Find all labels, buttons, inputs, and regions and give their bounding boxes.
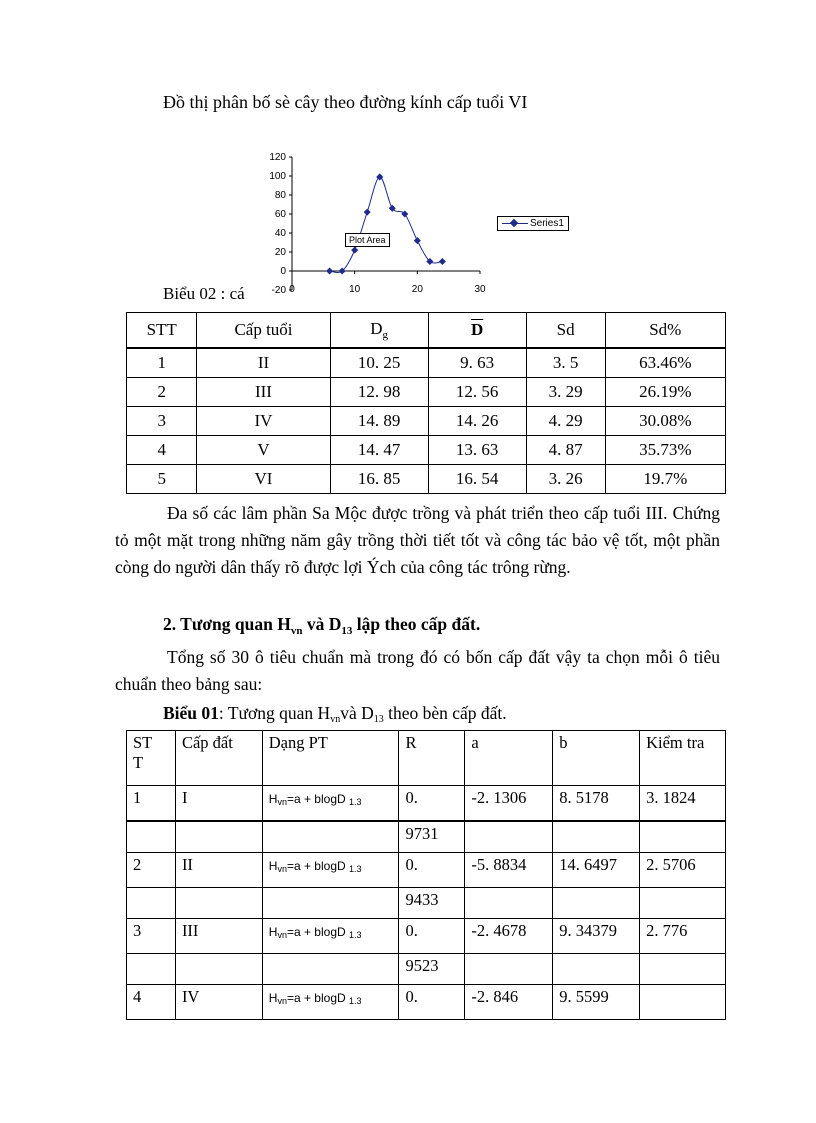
table-cell: V bbox=[197, 436, 330, 465]
formula-cell: Hvn=a + blogD 1.3 bbox=[262, 919, 399, 954]
y-tick-label: 60 bbox=[274, 209, 286, 220]
table-cell: VI bbox=[197, 465, 330, 494]
table-cell bbox=[640, 888, 726, 919]
table-cell: 3. 5 bbox=[526, 348, 605, 378]
table-cell bbox=[465, 821, 553, 853]
table-cell: 9523 bbox=[399, 954, 465, 985]
table-cell: 12. 98 bbox=[330, 378, 428, 407]
table-row bbox=[127, 378, 726, 407]
paragraph-1-text: Đa số các lâm phần Sa Mộc được trồng và phát triển theo cấp tuổi III. Chứng tỏ một mặt trong những năm gây trồng thời tiết tốt và công tác bảo vệ tốt, một phần còng do người dân thấy rõ được lợi Ých của công tác trông rừng. bbox=[115, 503, 720, 577]
legend-label: Series1 bbox=[530, 218, 564, 229]
table-cell: 16. 54 bbox=[428, 465, 526, 494]
dg-label: D bbox=[370, 319, 383, 338]
table-cell: 14. 89 bbox=[330, 407, 428, 436]
table-row-continued bbox=[127, 888, 726, 919]
table-cell: 9. 63 bbox=[428, 348, 526, 378]
table-cell: 3. 1824 bbox=[640, 786, 726, 822]
table-row bbox=[127, 407, 726, 436]
table-cell: 9. 34379 bbox=[553, 919, 640, 954]
table-row-continued bbox=[127, 954, 726, 985]
series-line bbox=[330, 177, 443, 273]
table-header-row bbox=[127, 731, 726, 786]
table-cell: III bbox=[175, 919, 262, 954]
table-cell: IV bbox=[175, 985, 262, 1020]
y-tick-label: 20 bbox=[274, 247, 286, 258]
x-tick-label: 0 bbox=[289, 284, 295, 295]
table-header-row bbox=[127, 313, 726, 349]
table-cell: 3. 26 bbox=[526, 465, 605, 494]
table-cell bbox=[175, 954, 262, 985]
table-cell: 4. 87 bbox=[526, 436, 605, 465]
y-tick-label: 120 bbox=[269, 152, 286, 163]
table-cell bbox=[640, 985, 726, 1020]
table-cell bbox=[262, 954, 399, 985]
table-cell: 35.73% bbox=[605, 436, 725, 465]
table-cell: I bbox=[175, 786, 262, 822]
table-cell: IV bbox=[197, 407, 330, 436]
formula-cell: Hvn=a + blogD 1.3 bbox=[262, 786, 399, 822]
header-cap-dat: Cấp đất bbox=[175, 731, 262, 786]
table-cell: 0. bbox=[399, 919, 465, 954]
x-tick-label: 10 bbox=[349, 284, 361, 295]
table-cell: 14. 47 bbox=[330, 436, 428, 465]
table-cell: II bbox=[197, 348, 330, 378]
table-cell: 19.7% bbox=[605, 465, 725, 494]
table-cell: 2. 776 bbox=[640, 919, 726, 954]
table-cell: 63.46% bbox=[605, 348, 725, 378]
y-tick-label: 0 bbox=[280, 266, 286, 277]
data-point bbox=[439, 258, 446, 265]
table-cell: 14. 6497 bbox=[553, 853, 640, 888]
chart-heading: Đồ thị phân bố sè cây theo đường kính cấp tuổi VI bbox=[163, 92, 528, 112]
table-row bbox=[127, 919, 726, 954]
table-cell: -5. 8834 bbox=[465, 853, 553, 888]
table-row bbox=[127, 786, 726, 822]
table-cell: -2. 1306 bbox=[465, 786, 553, 822]
table-cell: 30.08% bbox=[605, 407, 725, 436]
y-tick-label: 80 bbox=[274, 190, 286, 201]
header-cap-tuoi: Cấp tuổi bbox=[197, 313, 330, 349]
table-cell bbox=[640, 954, 726, 985]
table-cell: 5 bbox=[127, 465, 197, 494]
header-r: R bbox=[399, 731, 465, 786]
table-cell: 1 bbox=[127, 786, 176, 822]
table-cell: 10. 25 bbox=[330, 348, 428, 378]
header-dang-pt: Dạng PT bbox=[262, 731, 399, 786]
table-cell: 16. 85 bbox=[330, 465, 428, 494]
table2-caption: Biểu 01: Tương quan Hvnvà D13 theo bèn cấp đất. bbox=[163, 703, 507, 725]
table-cell bbox=[127, 821, 176, 853]
header-a: a bbox=[465, 731, 553, 786]
paragraph-2 bbox=[115, 644, 720, 698]
table1-caption: Biểu 02 : cá bbox=[163, 284, 245, 303]
data-point bbox=[414, 237, 421, 244]
table-row-continued bbox=[127, 821, 726, 853]
table-cell: 0. bbox=[399, 853, 465, 888]
age-class-table bbox=[126, 312, 726, 494]
y-tick-label: 40 bbox=[274, 228, 286, 239]
formula-cell: Hvn=a + blogD 1.3 bbox=[262, 853, 399, 888]
paragraph-1 bbox=[115, 500, 720, 581]
table-cell bbox=[640, 821, 726, 853]
table-cell: -2. 4678 bbox=[465, 919, 553, 954]
table-cell: 3. 29 bbox=[526, 378, 605, 407]
table-cell bbox=[465, 888, 553, 919]
table-cell: III bbox=[197, 378, 330, 407]
table-cell: 8. 5178 bbox=[553, 786, 640, 822]
table-row bbox=[127, 436, 726, 465]
header-d-bar bbox=[428, 313, 526, 349]
header-sd-percent: Sd% bbox=[605, 313, 725, 349]
y-tick-label: 100 bbox=[269, 171, 286, 182]
table-cell: 2 bbox=[127, 853, 176, 888]
section-2-heading: 2. Tương quan $H_{vn}$ và $D_{13}$ lập theo cấp đất. bbox=[163, 614, 481, 637]
table-cell: 4 bbox=[127, 436, 197, 465]
table-cell: 0. bbox=[399, 985, 465, 1020]
table-cell bbox=[262, 888, 399, 919]
chart-legend[interactable] bbox=[497, 216, 569, 231]
table-cell: 13. 63 bbox=[428, 436, 526, 465]
table-cell bbox=[553, 821, 640, 853]
table-cell: 12. 56 bbox=[428, 378, 526, 407]
correlation-table bbox=[126, 730, 726, 1020]
table-cell: 14. 26 bbox=[428, 407, 526, 436]
table-cell: 26.19% bbox=[605, 378, 725, 407]
table-cell bbox=[553, 954, 640, 985]
table-row bbox=[127, 348, 726, 378]
table-cell: 2 bbox=[127, 378, 197, 407]
table-cell: 9731 bbox=[399, 821, 465, 853]
table-cell: 1 bbox=[127, 348, 197, 378]
table-cell bbox=[465, 954, 553, 985]
table-cell bbox=[127, 888, 176, 919]
x-tick-label: 30 bbox=[474, 284, 486, 295]
table-row bbox=[127, 985, 726, 1020]
table-cell: 9433 bbox=[399, 888, 465, 919]
x-tick-label: 20 bbox=[411, 284, 423, 295]
header-sd: Sd bbox=[526, 313, 605, 349]
data-point bbox=[326, 267, 333, 274]
table-cell: 2. 5706 bbox=[640, 853, 726, 888]
table-cell bbox=[262, 821, 399, 853]
data-point bbox=[351, 247, 358, 254]
table-cell bbox=[175, 888, 262, 919]
paragraph-2-text: Tổng số 30 ô tiêu chuẩn mà trong đó có bốn cấp đất vậy ta chọn mỗi ô tiêu chuẩn theo bảng sau: bbox=[115, 647, 720, 694]
table-cell: 9. 5599 bbox=[553, 985, 640, 1020]
table-row bbox=[127, 465, 726, 494]
formula-cell: Hvn=a + blogD 1.3 bbox=[262, 985, 399, 1020]
y-tick-label: -20 bbox=[271, 285, 286, 296]
table-cell: 4 bbox=[127, 985, 176, 1020]
header-b: b bbox=[553, 731, 640, 786]
table-cell: -2. 846 bbox=[465, 985, 553, 1020]
table-cell bbox=[553, 888, 640, 919]
table-row bbox=[127, 853, 726, 888]
table-cell: 0. bbox=[399, 786, 465, 822]
table-cell: 3 bbox=[127, 919, 176, 954]
header-stt: STT bbox=[127, 313, 197, 349]
header-stt: ST T bbox=[127, 731, 176, 786]
table-cell: 3 bbox=[127, 407, 197, 436]
data-point bbox=[401, 210, 408, 217]
data-point bbox=[364, 209, 371, 216]
table-cell: 4. 29 bbox=[526, 407, 605, 436]
table-cell bbox=[175, 821, 262, 853]
table-cell bbox=[127, 954, 176, 985]
legend-marker bbox=[510, 219, 518, 227]
d-bar-label: $\overline{D}$ bbox=[471, 320, 484, 339]
table-cell: II bbox=[175, 853, 262, 888]
plot-area-tooltip: Plot Area bbox=[345, 233, 390, 247]
dg-subscript: g bbox=[382, 329, 388, 341]
header-kiem-tra: Kiểm tra bbox=[640, 731, 726, 786]
header-dg bbox=[330, 313, 428, 349]
